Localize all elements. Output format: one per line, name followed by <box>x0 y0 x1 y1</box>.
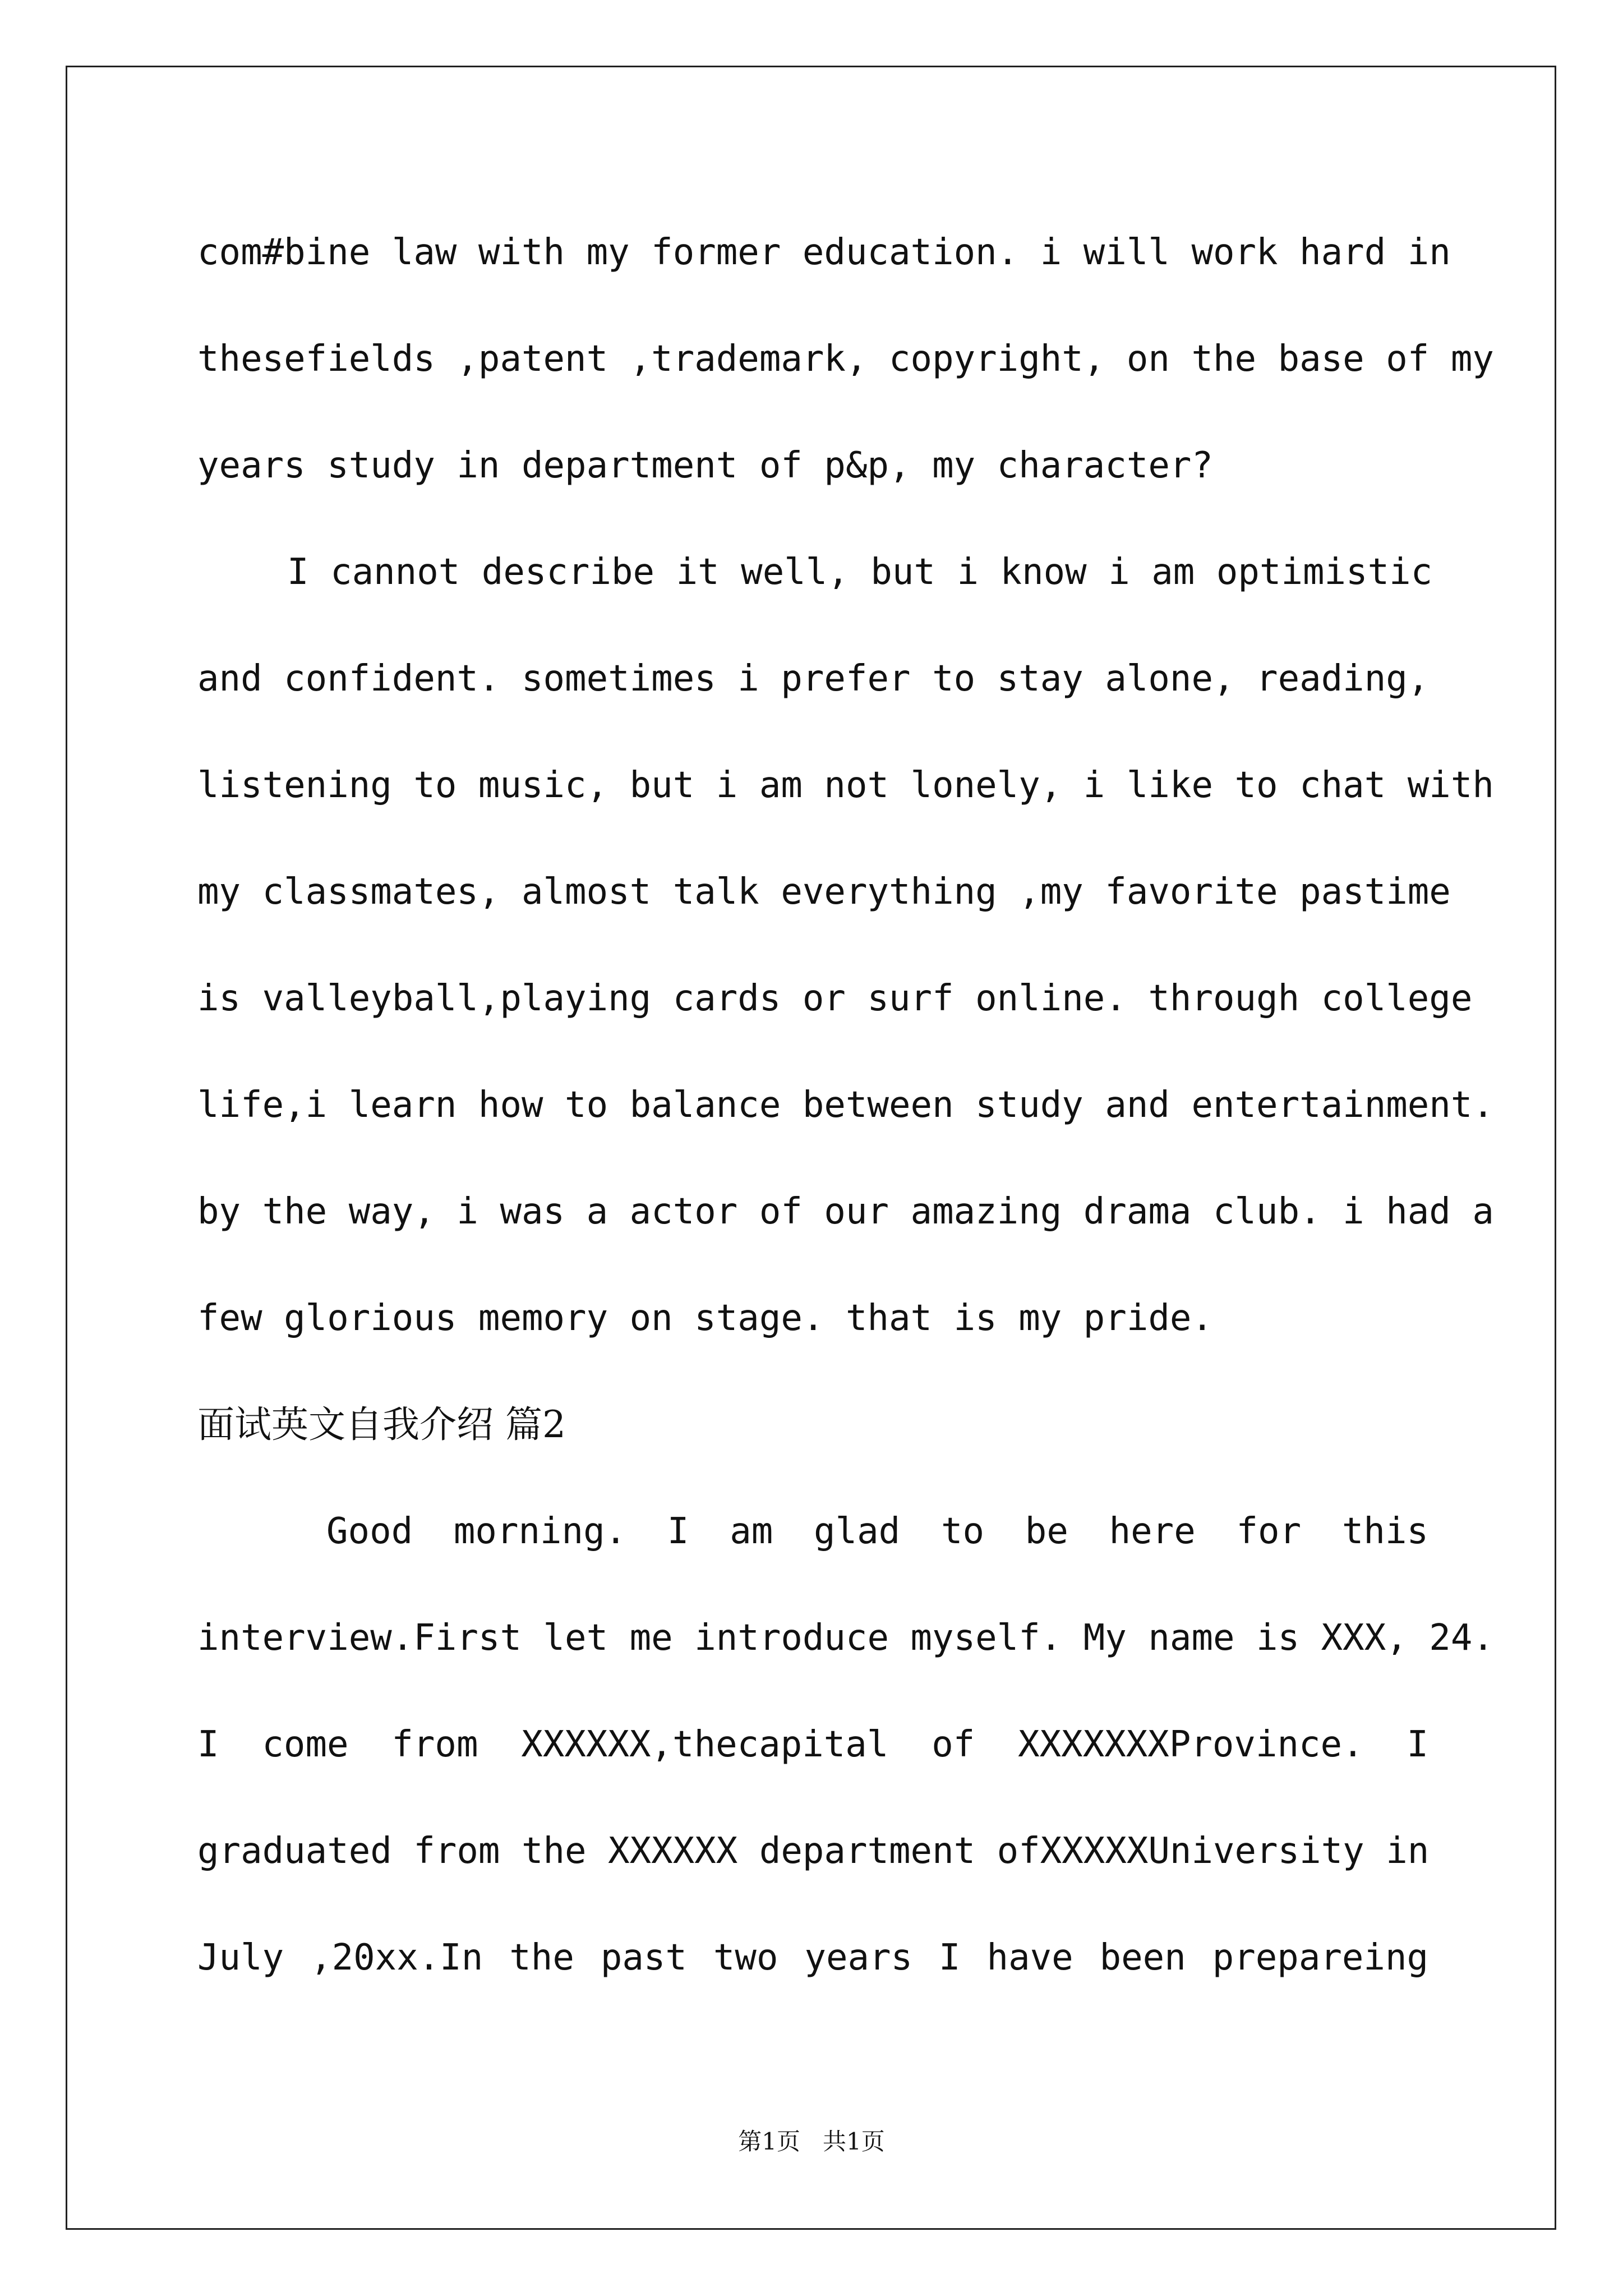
text-line: com#bine law with my former education. i will work hard in <box>197 232 1451 273</box>
page-number-label: 第1页 共1页 <box>738 2128 885 2155</box>
page-footer <box>0 2125 1623 2159</box>
text-line: is valleyball,playing cards or surf online. through college <box>197 978 1473 1019</box>
text-line: I come from XXXXXX,thecapital of XXXXXXXProvince. I <box>197 1724 1428 1765</box>
text-line: July ,20xx.In the past two years I have been prepareing <box>197 1937 1428 1978</box>
text-line: life,i learn how to balance between study and entertainment. <box>197 1084 1494 1126</box>
text-line: years study in department of p&p, my character? <box>197 445 1213 486</box>
text-line: few glorious memory on stage. that is my pride. <box>197 1297 1213 1339</box>
section-heading: 面试英文自我介绍 篇2 <box>197 1403 566 1446</box>
text-line: by the way, i was a actor of our amazing drama club. i had a <box>197 1191 1494 1232</box>
text-line: thesefields ,patent ,trademark, copyright, on the base of my <box>197 338 1494 380</box>
text-line: and confident. sometimes i prefer to stay alone, reading, <box>197 658 1430 700</box>
text-line: graduated from the XXXXXX department ofXXXXXUniversity in <box>197 1830 1430 1872</box>
text-line: interview.First let me introduce myself. My name is XXX, 24. <box>197 1617 1494 1659</box>
paragraph-first-line: Good morning. I am glad to be here for this <box>326 1511 1428 1552</box>
text-line: my classmates, almost talk everything ,my favorite pastime <box>197 871 1451 913</box>
paragraph-first-line: I cannot describe it well, but i know i am optimistic <box>287 551 1433 593</box>
text-line: listening to music, but i am not lonely, i like to chat with <box>197 765 1494 806</box>
document-body <box>197 213 1494 2025</box>
